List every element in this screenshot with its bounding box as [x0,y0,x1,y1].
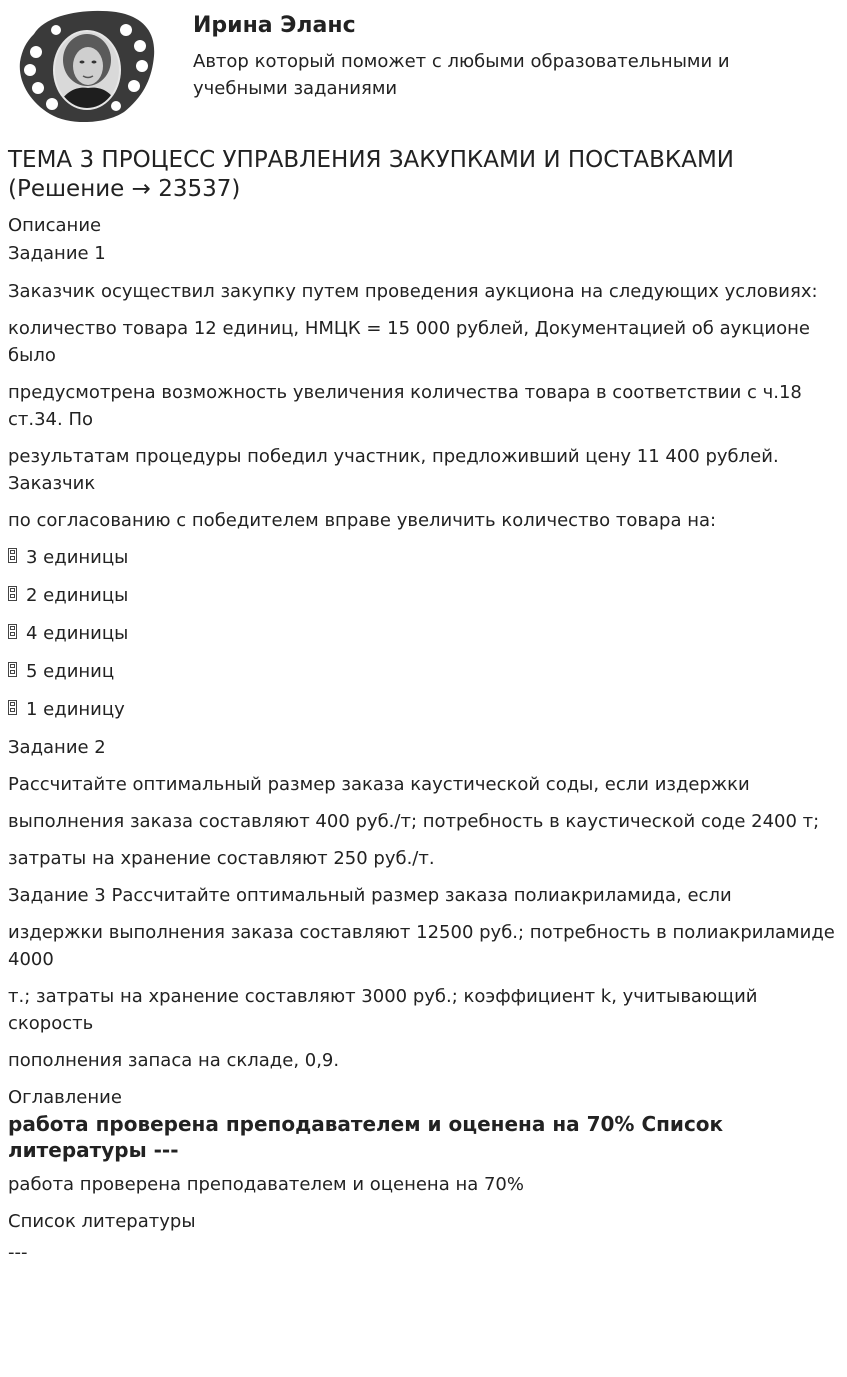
toc-heading: работа проверена преподавателем и оценена на 70% Список литературы --- [8,1112,724,1162]
task2-label: Задание 2 [8,737,106,758]
missing-glyph-box-icon [8,548,17,563]
missing-glyph-box-icon [8,662,17,677]
answer-option [8,544,839,571]
description-label: Описание [8,215,102,236]
toc-line: Список литературы [8,1211,196,1232]
answer-option [8,582,839,609]
missing-glyph-box-icon [8,586,17,601]
answer-option-label: 3 единицы [26,547,129,568]
task2-paragraph: затраты на хранение составляют 250 руб./т. [8,848,435,869]
author-avatar[interactable] [16,8,158,126]
answer-option-label: 2 единицы [26,585,129,606]
author-name[interactable]: Ирина Эланс [193,13,356,38]
author-description: Автор который поможет с любыми образовательными и учебными заданиями [193,51,730,99]
task1-paragraph: предусмотрена возможность увеличения количества товара в соответствии с ч.18 ст.34. По [8,382,802,430]
answer-option [8,620,839,647]
task3-paragraph: пополнения запаса на складе, 0,9. [8,1050,340,1071]
answer-option-label: 5 единиц [26,661,115,682]
answer-option [8,696,839,723]
toc-line: работа проверена преподавателем и оценена на 70% [8,1174,524,1195]
author-info [193,10,813,102]
answer-option-label: 4 единицы [26,623,129,644]
author-card [8,0,839,128]
answer-option-label: 1 единицу [26,699,125,720]
task1-paragraph: по согласованию с победителем вправе увеличить количество товара на: [8,510,717,531]
task2-paragraph: выполнения заказа составляют 400 руб./т; потребность в каустической соде 2400 т; [8,811,820,832]
task3-paragraph: издержки выполнения заказа составляют 12500 руб.; потребность в полиакриламиде 4000 [8,922,835,970]
task1-paragraph: количество товара 12 единиц, НМЦК = 15 000 рублей, Документацией об аукционе было [8,318,810,366]
missing-glyph-box-icon [8,700,17,715]
task2-paragraph: Рассчитайте оптимальный размер заказа каустической соды, если издержки [8,774,750,795]
toc-label: Оглавление [8,1087,122,1108]
document-title: ТЕМА 3 ПРОЦЕСС УПРАВЛЕНИЯ ЗАКУПКАМИ И ПОСТАВКАМИ (Решение → 23537) [8,147,735,202]
task1-paragraph: Заказчик осуществил закупку путем проведения аукциона на следующих условиях: [8,281,818,302]
toc-line: --- [8,1242,28,1263]
task1-paragraph: результатам процедуры победил участник, предложивший цену 11 400 рублей. Заказчик [8,446,779,494]
missing-glyph-box-icon [8,624,17,639]
task3-paragraph: Задание 3 Рассчитайте оптимальный размер заказа полиакриламида, если [8,885,732,906]
task3-paragraph: т.; затраты на хранение составляют 3000 руб.; коэффициент k, учитывающий скорость [8,986,758,1034]
task1-label: Задание 1 [8,243,106,264]
answer-option [8,658,839,685]
